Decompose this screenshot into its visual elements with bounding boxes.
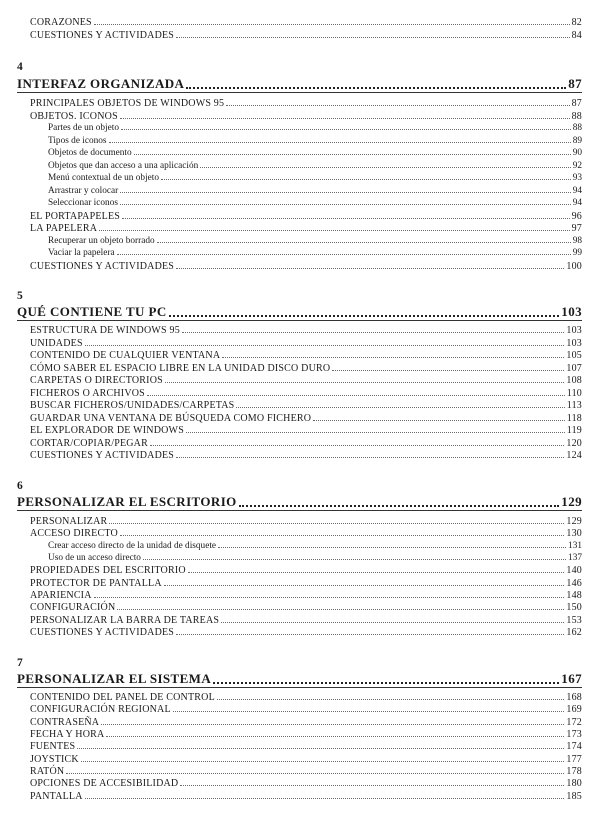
toc-entry xyxy=(30,739,582,752)
chapter-number: 6 xyxy=(17,480,23,492)
toc-entry xyxy=(30,323,582,336)
entry-title: PROTECTOR DE PANTALLA xyxy=(30,578,162,589)
dot-leader xyxy=(101,724,564,725)
entry-page: 99 xyxy=(572,248,582,258)
entry-page: 110 xyxy=(566,388,582,399)
dot-leader xyxy=(122,218,570,219)
toc-subentry xyxy=(48,171,582,183)
toc-subentry xyxy=(48,159,582,171)
entry-title: CONTENIDO DEL PANEL DE CONTROL xyxy=(30,692,215,703)
dot-leader xyxy=(81,761,565,762)
dot-leader xyxy=(176,268,564,269)
dot-leader xyxy=(180,785,564,786)
toc-subentry xyxy=(48,196,582,208)
chapter-rule xyxy=(17,92,582,93)
entry-page: 84 xyxy=(571,30,582,41)
entry-title: OBJETOS. ICONOS xyxy=(30,111,118,122)
entry-title: Vaciar la papelera xyxy=(48,248,115,258)
entry-title: EL EXPLORADOR DE WINDOWS xyxy=(30,425,184,436)
entry-page: 94 xyxy=(572,186,582,196)
entry-title: PERSONALIZAR LA BARRA DE TAREAS xyxy=(30,615,220,626)
dot-leader xyxy=(66,773,564,774)
dot-leader xyxy=(236,407,564,408)
entry-title: PROPIEDADES DEL ESCRITORIO xyxy=(30,565,186,576)
entry-page: 96 xyxy=(571,211,582,222)
dot-leader xyxy=(134,154,571,155)
dot-leader xyxy=(200,167,570,168)
toc-entry xyxy=(30,423,582,436)
entry-page: 129 xyxy=(561,494,582,509)
toc-entry xyxy=(30,348,582,361)
dot-leader xyxy=(165,382,565,383)
entry-page: 88 xyxy=(571,111,582,122)
entry-title: CORTAR/COPIAR/PEGAR xyxy=(30,438,148,449)
dot-leader xyxy=(239,505,560,507)
entry-title: CONTENIDO DE CUALQUIER VENTANA xyxy=(30,350,221,361)
chapter-title xyxy=(17,304,582,320)
entry-page: 162 xyxy=(566,627,582,638)
dot-leader xyxy=(313,420,565,421)
dot-leader xyxy=(94,597,565,598)
entry-page: 140 xyxy=(566,565,582,576)
toc-entry xyxy=(30,448,582,461)
dot-leader xyxy=(161,179,571,180)
entry-page: 146 xyxy=(566,578,582,589)
chapter-title xyxy=(17,76,582,92)
dot-leader xyxy=(222,357,564,358)
entry-page: 107 xyxy=(566,363,582,374)
entry-page: 168 xyxy=(566,692,582,703)
entry-title: GUARDAR UNA VENTANA DE BÚSQUEDA COMO FICHERO xyxy=(30,413,312,424)
entry-title: CONTRASEÑA xyxy=(30,717,100,728)
toc-subentry xyxy=(48,551,582,563)
dot-leader xyxy=(121,129,571,130)
entry-page: 118 xyxy=(566,413,582,424)
entry-page: 119 xyxy=(566,425,582,436)
dot-leader xyxy=(173,711,565,712)
entry-page: 97 xyxy=(571,223,582,234)
toc-entry xyxy=(30,15,582,28)
dot-leader xyxy=(94,24,570,25)
dot-leader xyxy=(120,204,571,205)
dot-leader xyxy=(218,547,566,548)
entry-title: Recuperar un objeto borrado xyxy=(48,236,155,246)
entry-title: Tipos de iconos xyxy=(48,136,107,146)
entry-page: 103 xyxy=(566,338,582,349)
dot-leader xyxy=(217,699,565,700)
entry-page: 137 xyxy=(568,553,582,563)
entry-page: 103 xyxy=(566,325,582,336)
entry-title: CONFIGURACIÓN xyxy=(30,602,116,613)
entry-page: 178 xyxy=(566,766,582,777)
toc-entry xyxy=(30,526,582,539)
dot-leader xyxy=(85,798,565,799)
entry-title: JOYSTICK xyxy=(30,754,79,765)
entry-title: INTERFAZ ORGANIZADA xyxy=(17,76,185,91)
entry-title: FICHEROS O ARCHIVOS xyxy=(30,388,145,399)
entry-page: 177 xyxy=(566,754,582,765)
toc-subentry xyxy=(48,539,582,551)
dot-leader xyxy=(120,192,570,193)
toc-entry xyxy=(30,398,582,411)
toc-subentry xyxy=(48,121,582,133)
dot-leader xyxy=(188,572,565,573)
entry-title: FECHA Y HORA xyxy=(30,729,105,740)
toc-entry xyxy=(30,28,582,41)
entry-page: 94 xyxy=(572,198,582,208)
dot-leader xyxy=(186,432,565,433)
entry-title: PANTALLA xyxy=(30,791,83,802)
entry-page: 87 xyxy=(571,98,582,109)
entry-title: ESTRUCTURA DE WINDOWS 95 xyxy=(30,325,180,336)
entry-title: Partes de un objeto xyxy=(48,123,120,133)
entry-title: CUESTIONES Y ACTIVIDADES xyxy=(30,261,175,272)
toc-subentry xyxy=(48,184,582,196)
entry-title: Seleccionar iconos xyxy=(48,198,118,208)
dot-leader xyxy=(332,370,564,371)
entry-page: 90 xyxy=(572,148,582,158)
entry-page: 185 xyxy=(566,791,582,802)
dot-leader xyxy=(176,457,564,458)
toc-subentry xyxy=(48,146,582,158)
entry-page: 174 xyxy=(566,741,582,752)
toc-entry xyxy=(30,96,582,109)
entry-title: EL PORTAPAPELES xyxy=(30,211,121,222)
chapter-title xyxy=(17,494,582,510)
entry-title: PERSONALIZAR xyxy=(30,516,108,527)
entry-title: PERSONALIZAR EL ESCRITORIO xyxy=(17,494,237,509)
toc-entry xyxy=(30,221,582,234)
entry-title: PERSONALIZAR EL SISTEMA xyxy=(17,671,212,686)
toc-entry xyxy=(30,702,582,715)
dot-leader xyxy=(147,395,565,396)
dot-leader xyxy=(109,142,571,143)
dot-leader xyxy=(226,105,569,106)
entry-title: CÓMO SABER EL ESPACIO LIBRE EN LA UNIDAD DISCO DURO xyxy=(30,363,331,374)
entry-title: PRINCIPALES OBJETOS DE WINDOWS 95 xyxy=(30,98,225,109)
dot-leader xyxy=(186,87,566,89)
entry-page: 105 xyxy=(566,350,582,361)
entry-title: QUÉ CONTIENE TU PC xyxy=(17,304,167,319)
entry-page: 131 xyxy=(568,541,582,551)
dot-leader xyxy=(77,748,564,749)
dot-leader xyxy=(117,254,571,255)
dot-leader xyxy=(117,609,564,610)
entry-page: 172 xyxy=(566,717,582,728)
entry-page: 180 xyxy=(566,778,582,789)
toc-entry xyxy=(30,563,582,576)
chapter-rule xyxy=(17,510,582,511)
entry-title: FUENTES xyxy=(30,741,76,752)
entry-title: Arrastrar y colocar xyxy=(48,186,119,196)
toc-subentry xyxy=(48,134,582,146)
entry-page: 150 xyxy=(566,602,582,613)
dot-leader xyxy=(176,634,564,635)
entry-page: 87 xyxy=(568,76,582,91)
dot-leader xyxy=(85,345,565,346)
dot-leader xyxy=(106,736,564,737)
toc-entry xyxy=(30,600,582,613)
entry-title: Objetos que dan acceso a una aplicación xyxy=(48,161,199,171)
entry-page: 148 xyxy=(566,590,582,601)
toc-subentry xyxy=(48,246,582,258)
entry-page: 124 xyxy=(566,450,582,461)
dot-leader xyxy=(169,315,560,317)
entry-page: 130 xyxy=(566,528,582,539)
toc-entry xyxy=(30,625,582,638)
entry-title: CORAZONES xyxy=(30,17,92,28)
entry-title: OPCIONES DE ACCESIBILIDAD xyxy=(30,778,179,789)
dot-leader xyxy=(182,332,564,333)
dot-leader xyxy=(164,585,565,586)
entry-page: 169 xyxy=(566,704,582,715)
entry-page: 113 xyxy=(566,400,582,411)
entry-page: 108 xyxy=(566,375,582,386)
entry-title: LA PAPELERA xyxy=(30,223,98,234)
dot-leader xyxy=(120,535,564,536)
dot-leader xyxy=(99,230,569,231)
dot-leader xyxy=(157,242,571,243)
chapter-number: 4 xyxy=(17,61,23,73)
toc-entry xyxy=(30,776,582,789)
entry-page: 93 xyxy=(572,173,582,183)
entry-title: CUESTIONES Y ACTIVIDADES xyxy=(30,627,175,638)
toc-entry xyxy=(30,259,582,272)
dot-leader xyxy=(109,523,564,524)
chapter-number: 5 xyxy=(17,290,23,302)
chapter-title xyxy=(17,671,582,687)
entry-title: Uso de un acceso directo xyxy=(48,553,141,563)
entry-title: Crear acceso directo de la unidad de disquete xyxy=(48,541,217,551)
entry-title: CONFIGURACIÓN REGIONAL xyxy=(30,704,171,715)
entry-page: 100 xyxy=(566,261,582,272)
toc-subentry xyxy=(48,234,582,246)
dot-leader xyxy=(213,682,559,684)
entry-page: 173 xyxy=(566,729,582,740)
chapter-rule xyxy=(17,687,582,688)
dot-leader xyxy=(143,559,566,560)
entry-title: CARPETAS O DIRECTORIOS xyxy=(30,375,163,386)
dot-leader xyxy=(221,622,564,623)
entry-page: 88 xyxy=(572,123,582,133)
entry-page: 89 xyxy=(572,136,582,146)
entry-title: ACCESO DIRECTO xyxy=(30,528,118,539)
dot-leader xyxy=(150,445,564,446)
chapter-rule xyxy=(17,320,582,321)
entry-title: RATÓN xyxy=(30,766,65,777)
dot-leader xyxy=(176,37,570,38)
entry-page: 98 xyxy=(572,236,582,246)
entry-title: Objetos de documento xyxy=(48,148,132,158)
entry-title: CUESTIONES Y ACTIVIDADES xyxy=(30,450,175,461)
entry-title: APARIENCIA xyxy=(30,590,92,601)
entry-title: Menú contextual de un objeto xyxy=(48,173,160,183)
entry-page: 120 xyxy=(566,438,582,449)
entry-title: CUESTIONES Y ACTIVIDADES xyxy=(30,30,175,41)
toc-entry xyxy=(30,789,582,802)
entry-title: BUSCAR FICHEROS/UNIDADES/CARPETAS xyxy=(30,400,235,411)
toc-entry xyxy=(30,373,582,386)
entry-page: 82 xyxy=(571,17,582,28)
entry-page: 92 xyxy=(572,161,582,171)
entry-page: 153 xyxy=(566,615,582,626)
chapter-number: 7 xyxy=(17,657,23,669)
entry-title: UNIDADES xyxy=(30,338,83,349)
dot-leader xyxy=(120,118,570,119)
entry-page: 129 xyxy=(566,516,582,527)
entry-page: 103 xyxy=(561,304,582,319)
entry-page: 167 xyxy=(561,671,582,686)
